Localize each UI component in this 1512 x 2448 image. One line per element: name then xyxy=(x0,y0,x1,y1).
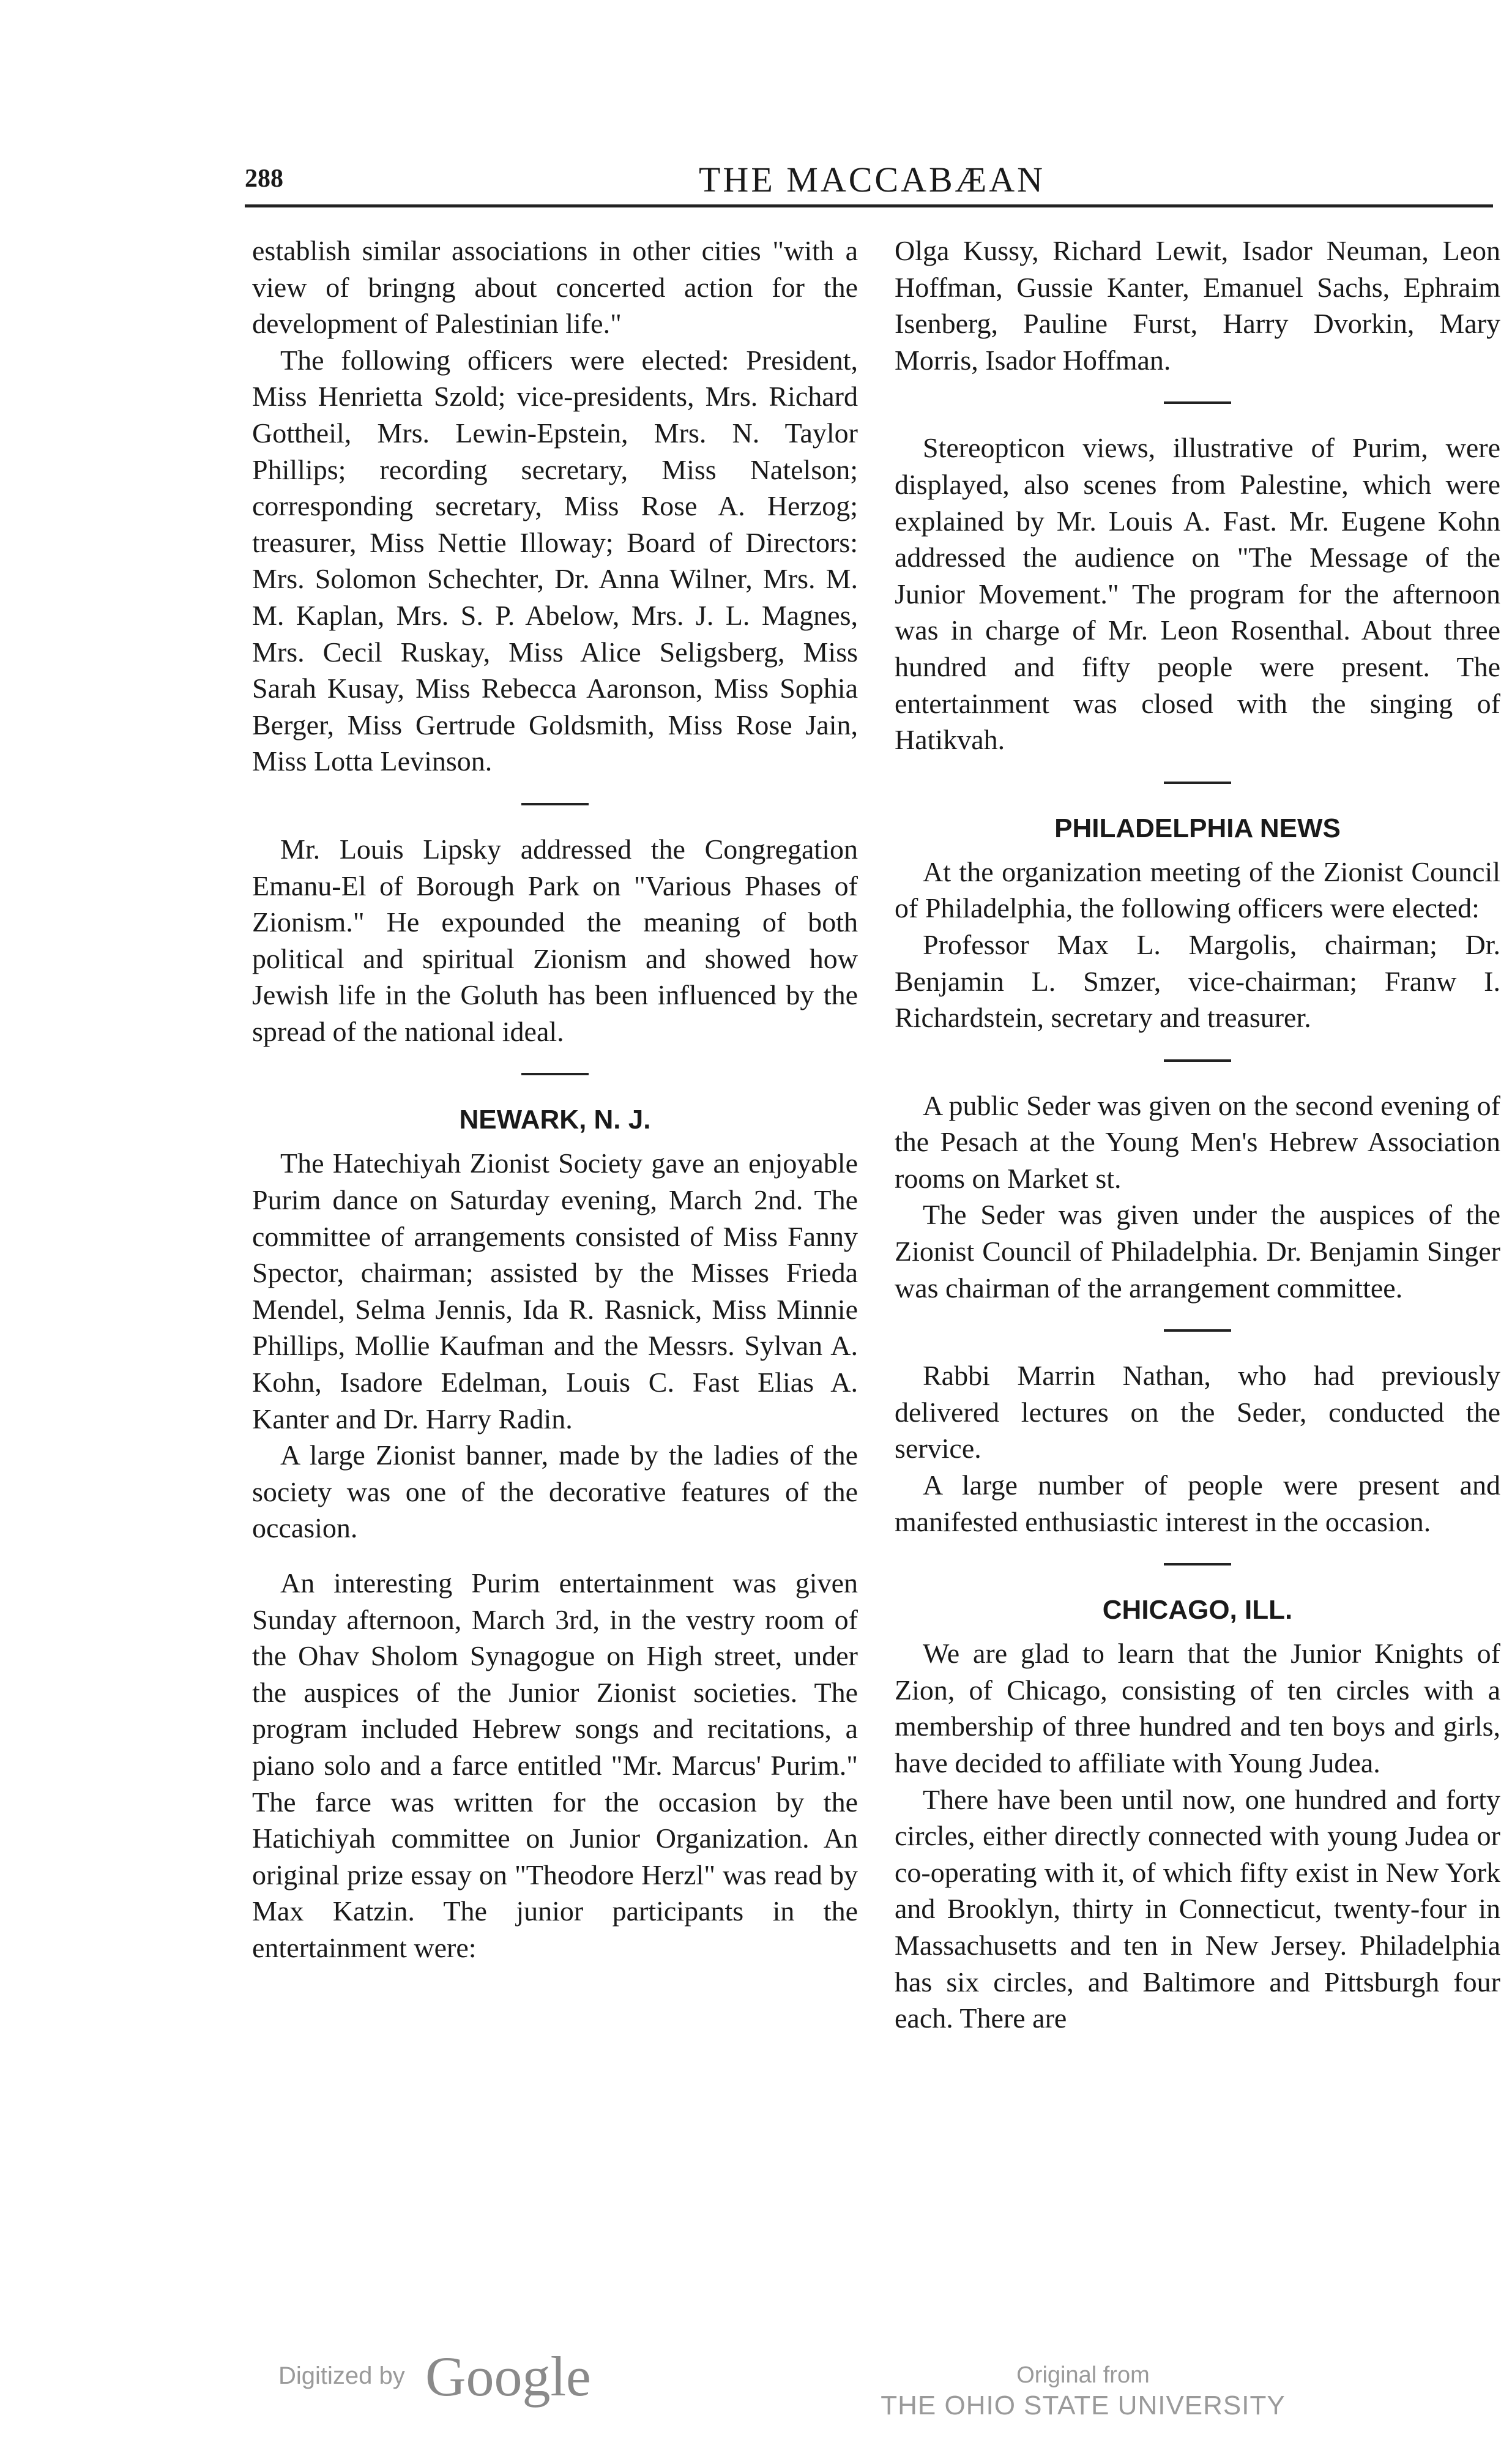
divider xyxy=(1164,1329,1231,1332)
paragraph: The following officers were elected: President, Miss Henrietta Szold; vice-presidents, Mrs. Richard Gottheil, Mrs. Lewin-Epstein, Mrs. N. Taylor Phillips; recording secretary, Miss Natelson; corresponding secretary, Miss Rose A. Herzog; treasurer, Miss Nettie Illoway; Board of Directors: Mrs. Solomon Schechter, Dr. Anna Wilner, Mrs. M. M. Kaplan, Mrs. S. P. Abelow, Mrs. J. L. Magnes, Mrs. Cecil Ruskay, Miss Alice Seligsberg, Miss Sarah Kusay, Miss Rebecca Aaronson, Miss Sophia Berger, Miss Gertrude Goldsmith, Miss Rose Jain, Miss Lotta Levinson. xyxy=(252,344,858,777)
right-column xyxy=(895,233,1500,2037)
digitized-by-watermark xyxy=(278,2344,646,2417)
page-header xyxy=(245,160,1499,207)
journal-title: THE MACCABÆAN xyxy=(699,160,1045,200)
digitized-by-label: Digitized by xyxy=(278,2362,405,2389)
divider xyxy=(1164,782,1231,784)
left-column xyxy=(252,233,858,1966)
header-rule xyxy=(245,204,1493,207)
paragraph: An interesting Purim entertainment was given Sunday afternoon, March 3rd, in the vestry room of the Ohav Sholom Synagogue on High street, under the auspices of the Junior Zionist societies. The program included Hebrew songs and recitations, a piano solo and a farce entitled "Mr. Marcus' Purim." The farce was written for the occasion by the Hatichiyah committee on Junior Organization. An original prize essay on "Theodore Herzl" was read by Max Katzin. The junior participants in the entertainment were: xyxy=(252,1567,858,1963)
paragraph: We are glad to learn that the Junior Knights of Zion, of Chicago, consisting of ten circles with a membership of three hundred and ten boys and girls, have decided to affiliate with Young Judea. xyxy=(895,1638,1500,1778)
paragraph: The Hatechiyah Zionist Society gave an enjoyable Purim dance on Saturday evening, March 2nd. The committee of arrangements consisted of Miss Fanny Spector, chairman; assisted by the Misses Frieda Mendel, Selma Jennis, Ida R. Rasnick, Miss Minnie Phillips, Mollie Kaufman and the Messrs. Sylvan A. Kohn, Isadore Edelman, Louis C. Fast Elias A. Kanter and Dr. Harry Radin. xyxy=(252,1148,858,1435)
paragraph: At the organization meeting of the Zionist Council of Philadelphia, the following officers were elected: xyxy=(895,856,1500,924)
paragraph: A public Seder was given on the second evening of the Pesach at the Young Men's Hebrew Association rooms on Market st. xyxy=(895,1089,1500,1194)
paragraph: A large number of people were present and manifested enthusiastic interest in the occasion. xyxy=(895,1469,1500,1537)
paragraph: Professor Max L. Margolis, chairman; Dr. Benjamin L. Smzer, vice-chairman; Franw I. Richardstein, secretary and treasurer. xyxy=(895,928,1500,1034)
google-logo xyxy=(425,2344,609,2417)
paragraph: The Seder was given under the auspices of the Zionist Council of Philadelphia. Dr. Benjamin Singer was chairman of the arrangement committee. xyxy=(895,1199,1500,1304)
divider xyxy=(1164,1563,1231,1565)
paragraph: Stereopticon views, illustrative of Purim, were displayed, also scenes from Palestine, which were explained by Mr. Louis A. Fast. Mr. Eugene Kohn addressed the audience on "The Message of the Junior Movement." The program for the afternoon was in charge of Mr. Leon Rosenthal. About three hundred and fifty people were present. The entertainment was closed with the singing of Hatikvah. xyxy=(895,432,1500,756)
paragraph: A large Zionist banner, made by the ladies of the society was one of the decorative features of the occasion. xyxy=(252,1439,858,1544)
paragraph: There have been until now, one hundred and forty circles, either directly connected with young Judea or co-operating with it, of which fifty exist in New York and Brooklyn, thirty in Connecticut, twenty-four in Massachusetts and ten in New Jersey. Philadelphia has six circles, and Baltimore and Pittsburgh four each. There are xyxy=(895,1783,1500,2034)
paragraph: Olga Kussy, Richard Lewit, Isador Neuman, Leon Hoffman, Gussie Kanter, Emanuel Sachs, Ephraim Isenberg, Pauline Furst, Harry Dvorkin, Mary Morris, Isador Hoffman. xyxy=(895,235,1500,376)
section-heading-chicago: CHICAGO, ILL. xyxy=(1102,1595,1293,1625)
divider xyxy=(521,803,589,805)
paragraph: Rabbi Marrin Nathan, who had previously delivered lectures on the Seder, conducted the service. xyxy=(895,1360,1500,1465)
section-heading-newark: NEWARK, N. J. xyxy=(459,1105,651,1135)
google-logo-text: Google xyxy=(425,2345,591,2408)
paragraph: Mr. Louis Lipsky addressed the Congregation Emanu-El of Borough Park on "Various Phases of Zionism." He expounded the meaning of both political and spiritual Zionism and showed how Jewish life in the Goluth has been influenced by the spread of the national ideal. xyxy=(252,833,858,1047)
paragraph: establish similar associations in other cities "with a view of bringng about concerted action for the development of Palestinian life." xyxy=(252,235,858,340)
divider xyxy=(1164,401,1231,404)
source-watermark xyxy=(838,2361,1328,2422)
divider xyxy=(521,1073,589,1075)
page-number: 288 xyxy=(245,165,283,193)
section-heading-philadelphia: PHILADELPHIA NEWS xyxy=(1054,813,1341,843)
university-name: THE OHIO STATE UNIVERSITY xyxy=(881,2390,1286,2420)
divider xyxy=(1164,1059,1231,1062)
original-from-label: Original from xyxy=(1016,2362,1150,2388)
